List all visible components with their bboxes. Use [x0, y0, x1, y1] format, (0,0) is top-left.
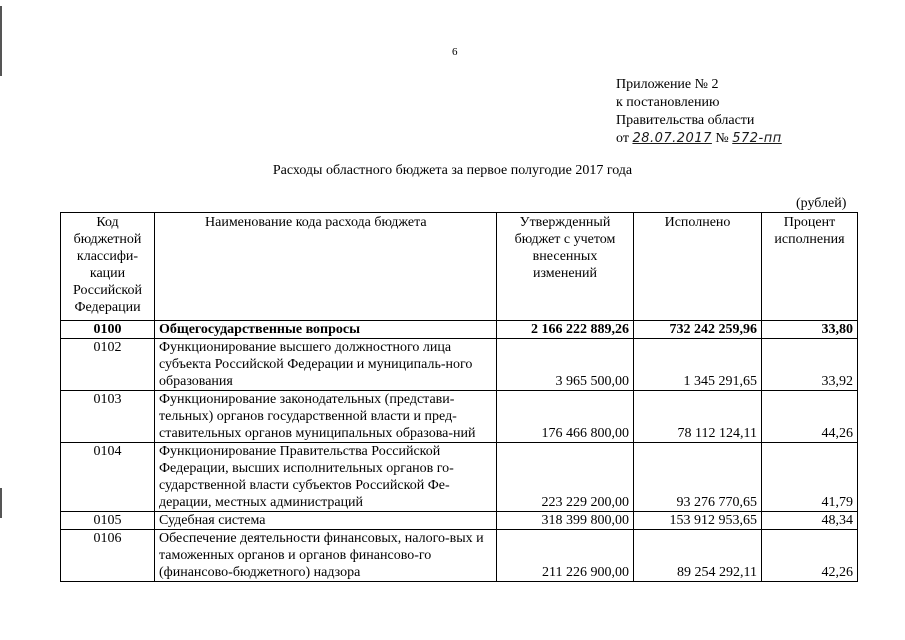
appendix-date-line — [616, 130, 782, 148]
header-name: Наименование кода расхода бюджета — [155, 213, 497, 321]
row-percent: 48,34 — [762, 512, 858, 530]
appendix-line-2: к постановлению — [616, 95, 720, 110]
appendix-line-3: Правительства области — [616, 113, 755, 128]
row-code: 0102 — [61, 339, 155, 391]
row-approved: 3 965 500,00 — [497, 339, 634, 391]
row-percent: 33,80 — [762, 321, 858, 339]
table-row — [61, 339, 858, 391]
row-approved: 318 399 800,00 — [497, 512, 634, 530]
row-name: Функционирование Правительства Российской Федерации, высших исполнительных органов го-сударственной власти субъектов Российской Фе-дерации, местных администраций — [155, 443, 497, 512]
date-prefix: от — [616, 131, 629, 146]
row-executed: 93 276 770,65 — [634, 443, 762, 512]
row-code: 0105 — [61, 512, 155, 530]
appendix-line-1: Приложение № 2 — [616, 77, 719, 92]
header-executed: Исполнено — [634, 213, 762, 321]
row-code: 0103 — [61, 391, 155, 443]
row-percent: 33,92 — [762, 339, 858, 391]
row-name: Общегосударственные вопросы — [155, 321, 497, 339]
table-row — [61, 321, 858, 339]
handwritten-number: 572-пп — [732, 131, 782, 146]
table-header-row — [61, 213, 858, 321]
document-title: Расходы областного бюджета за первое полугодие 2017 года — [272, 163, 633, 178]
row-executed: 89 254 292,11 — [634, 530, 762, 582]
row-code: 0100 — [61, 321, 155, 339]
header-code: Код бюджетной классифи-кации Российской Федерации — [61, 213, 155, 321]
row-approved: 223 229 200,00 — [497, 443, 634, 512]
row-executed: 78 112 124,11 — [634, 391, 762, 443]
units-label: (рублей) — [796, 196, 847, 211]
row-name: Обеспечение деятельности финансовых, налого-вых и таможенных органов и органов финансово-го (финансово-бюджетного) надзора — [155, 530, 497, 582]
row-executed: 1 345 291,65 — [634, 339, 762, 391]
row-name: Функционирование законодательных (представи-тельных) органов государственной власти и пред-ставительных органов муниципальных образова-ний — [155, 391, 497, 443]
table-row — [61, 512, 858, 530]
row-executed: 732 242 259,96 — [634, 321, 762, 339]
row-code: 0104 — [61, 443, 155, 512]
row-approved: 176 466 800,00 — [497, 391, 634, 443]
row-name: Функционирование высшего должностного лица субъекта Российской Федерации и муниципаль-ного образования — [155, 339, 497, 391]
row-approved: 2 166 222 889,26 — [497, 321, 634, 339]
row-approved: 211 226 900,00 — [497, 530, 634, 582]
table-row — [61, 391, 858, 443]
number-prefix: № — [715, 131, 729, 146]
header-percent: Процент исполнения — [762, 213, 858, 321]
row-executed: 153 912 953,65 — [634, 512, 762, 530]
row-code: 0106 — [61, 530, 155, 582]
header-approved: Утвержденный бюджет с учетом внесенных изменений — [497, 213, 634, 321]
row-percent: 42,26 — [762, 530, 858, 582]
appendix-block — [616, 76, 782, 148]
table-row — [61, 530, 858, 582]
row-percent: 44,26 — [762, 391, 858, 443]
row-percent: 41,79 — [762, 443, 858, 512]
scan-margin-mark — [0, 6, 2, 76]
row-name: Судебная система — [155, 512, 497, 530]
page-number: 6 — [452, 46, 458, 58]
table-row — [61, 443, 858, 512]
handwritten-date: 28.07.2017 — [632, 131, 712, 146]
budget-table — [60, 212, 858, 582]
scan-margin-mark — [0, 488, 2, 518]
